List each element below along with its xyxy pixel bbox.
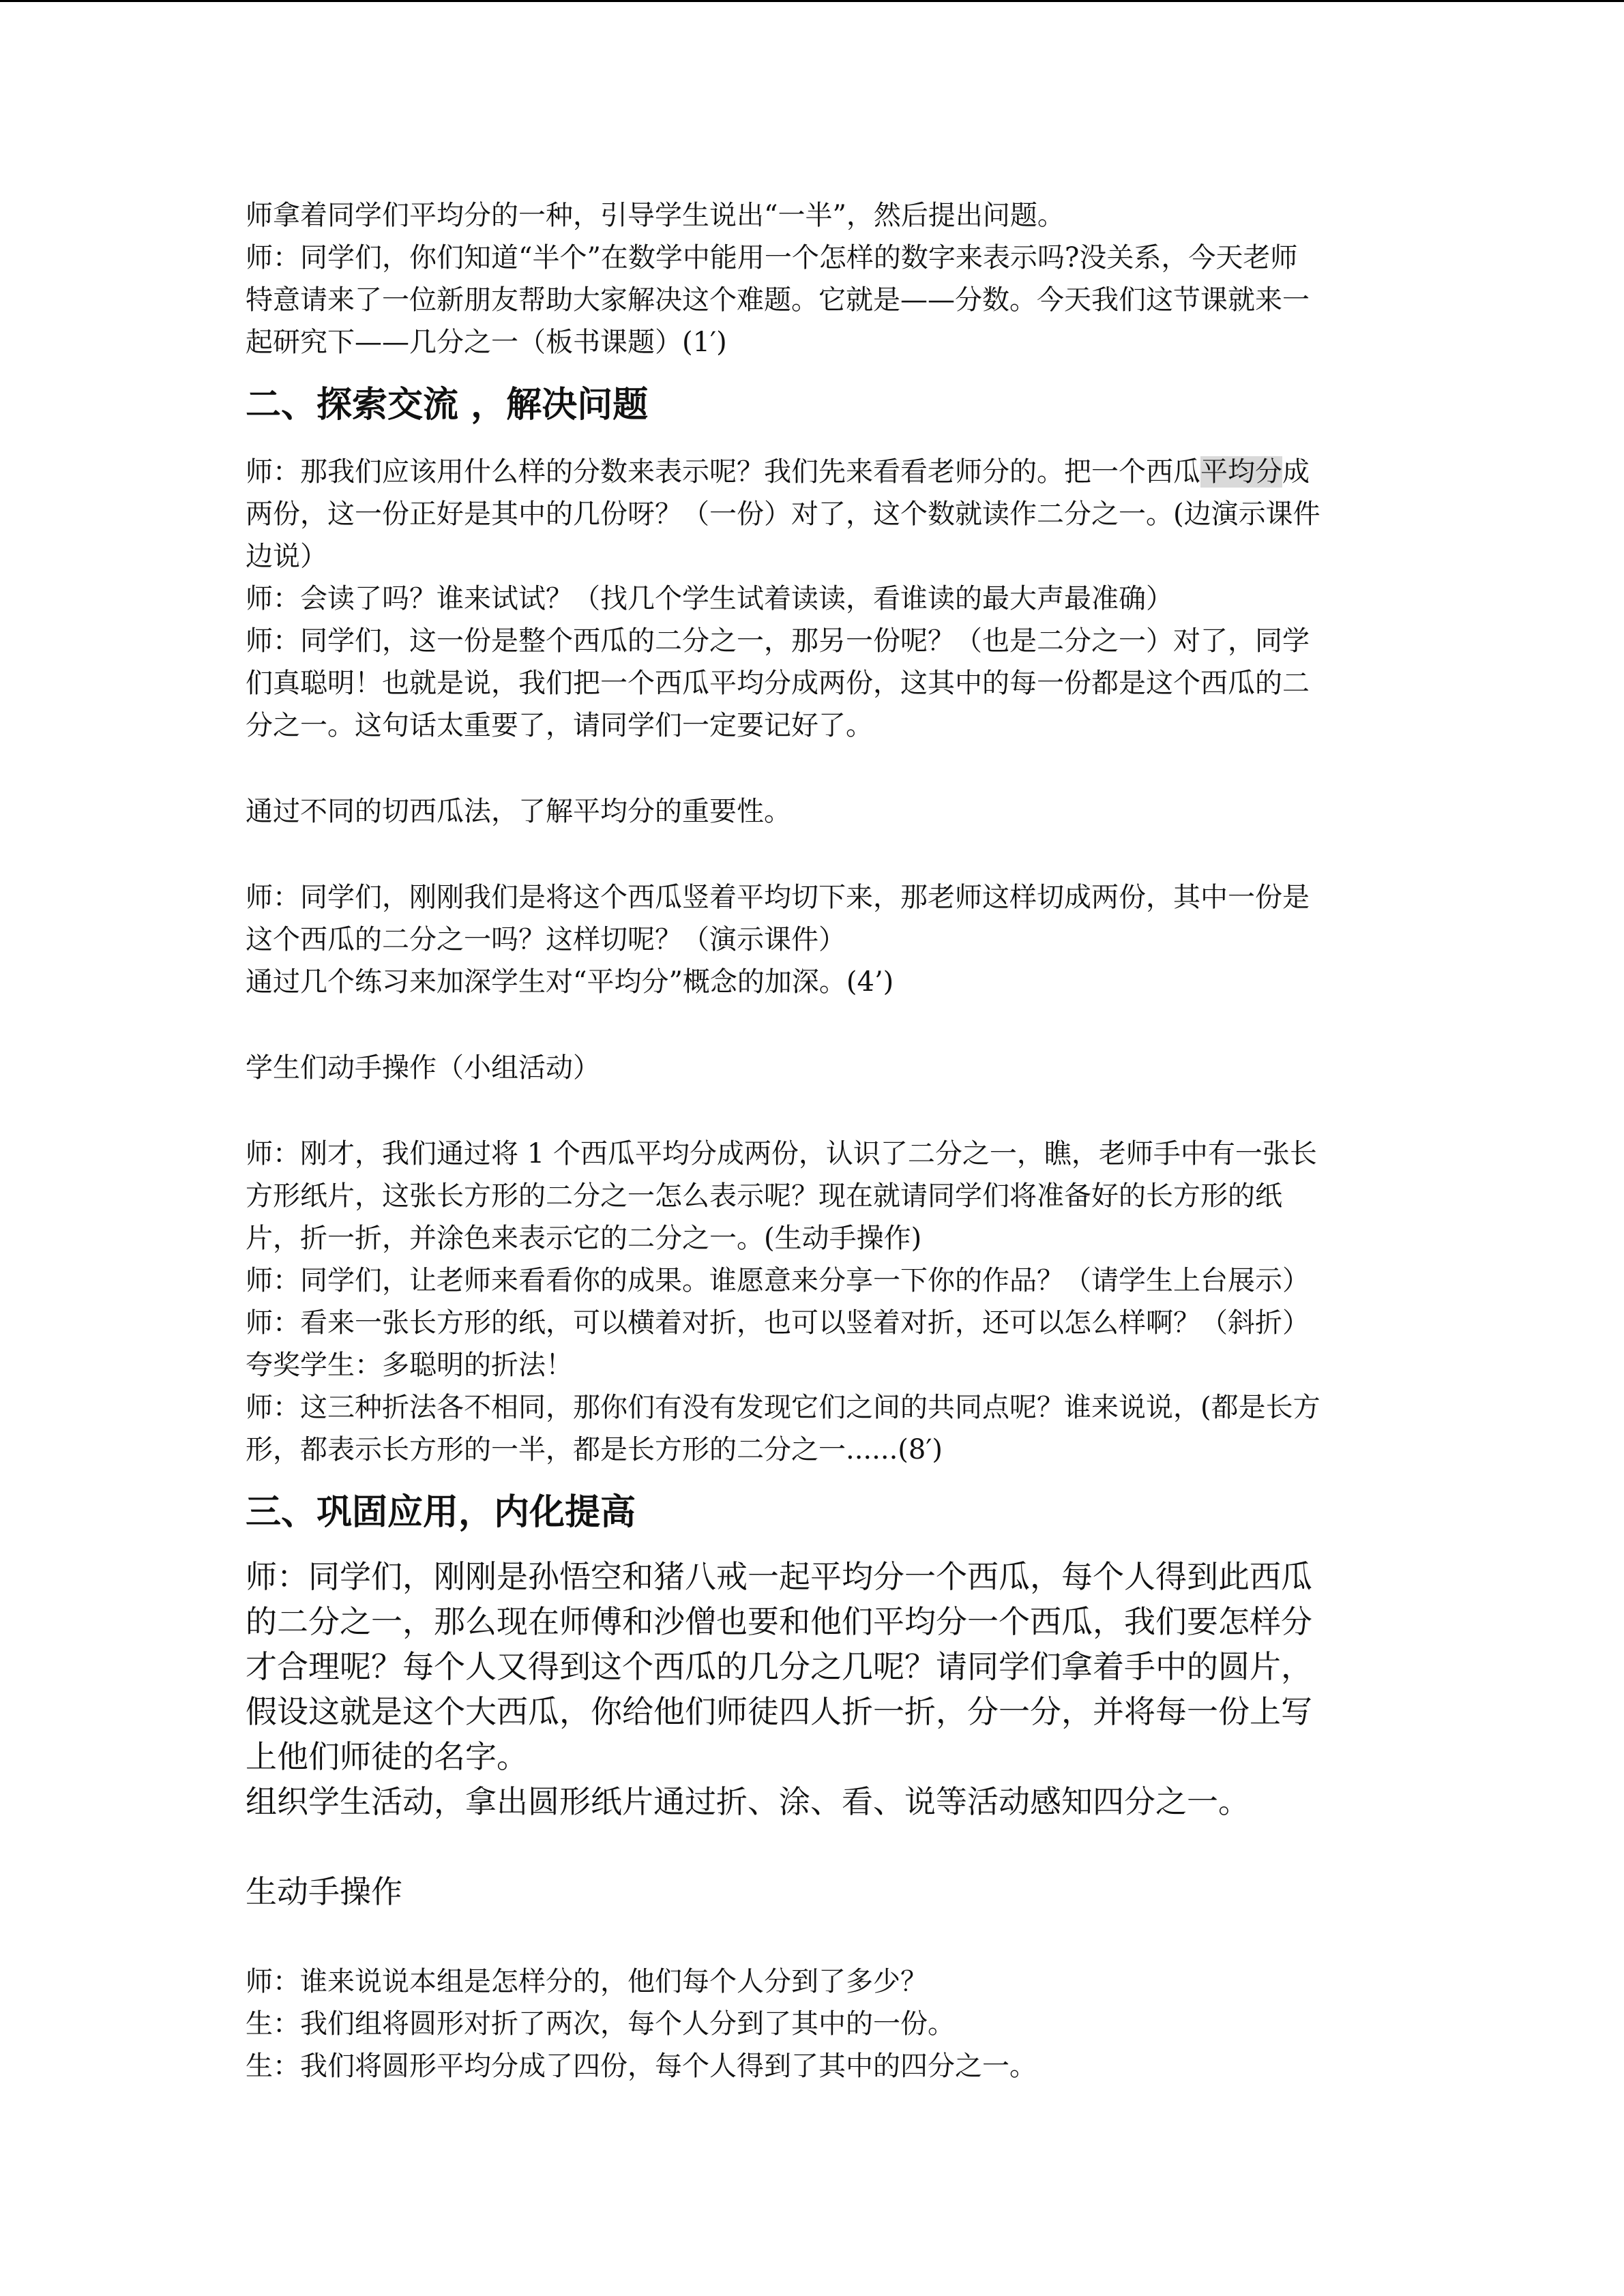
paragraph-line: 师：刚才，我们通过将 1 个西瓜平均分成两份，认识了二分之一，瞧，老师手中有一张长: [246, 1138, 1317, 1169]
paragraph-line: 师：看来一张长方形的纸，可以横着对折，也可以竖着对折，还可以怎么样啊？（斜折）: [246, 1307, 1310, 1339]
intro-line: 特意请来了一位新朋友帮助大家解决这个难题。它就是——分数。今天我们这节课就来一: [246, 284, 1310, 316]
highlighted-text: 平均分: [1200, 456, 1282, 488]
paragraph-line: 假设这就是这个大西瓜，你给他们师徒四人折一折，分一分，并将每一份上写: [246, 1693, 1312, 1730]
section2-paragraph-4: 通过不同的切西瓜法，了解平均分的重要性。: [246, 796, 791, 827]
paragraph-line: 师：同学们，刚刚我们是将这个西瓜竖着平均切下来，那老师这样切成两份，其中一份是: [246, 882, 1310, 913]
intro-paragraph: [246, 194, 1381, 363]
paragraph-line: 方形纸片，这张长方形的二分之一怎么表示呢？现在就请同学们将准备好的长方形的纸: [246, 1180, 1282, 1212]
section2-paragraph-5: [246, 876, 1381, 1003]
paragraph-line: 分之一。这句话太重要了，请同学们一定要记好了。: [246, 710, 873, 741]
paragraph-line: 上他们师徒的名字。: [246, 1738, 528, 1775]
section2-paragraph-6: 学生们动手操作（小组活动）: [246, 1052, 600, 1084]
paragraph-line: [246, 451, 1381, 493]
section3-paragraph-2: 生动手操作: [246, 1873, 402, 1910]
section2-paragraph-1: [246, 451, 1381, 578]
text-run: 成: [1282, 456, 1310, 488]
document-page: [246, 194, 1381, 2087]
paragraph-line: 形，都表示长方形的一半，都是长方形的二分之一......(8′): [246, 1434, 943, 1465]
paragraph-line: 生：我们组将圆形对折了两次，每个人分到了其中的一份。: [246, 2008, 955, 2040]
paragraph-line: 师：同学们，让老师来看看你的成果。谁愿意来分享一下你的作品？（请学生上台展示）: [246, 1265, 1310, 1296]
paragraph-line: 组织学生活动，拿出圆形纸片通过折、涂、看、说等活动感知四分之一。: [246, 1783, 1250, 1820]
intro-line: 起研究下——几分之一（板书课题）(1′): [246, 327, 727, 358]
paragraph-line: 边说）: [246, 541, 327, 572]
paragraph-line: 这个西瓜的二分之一吗？这样切呢？（演示课件）: [246, 924, 846, 955]
section2-paragraph-3: [246, 620, 1381, 747]
paragraph-line: 生：我们将圆形平均分成了四份，每个人得到了其中的四分之一。: [246, 2051, 1037, 2082]
section2-paragraph-7: [246, 1133, 1381, 1471]
paragraph-line: 才合理呢？每个人又得到这个西瓜的几分之几呢？请同学们拿着手中的圆片，: [246, 1648, 1312, 1685]
section3-paragraph-1: [246, 1554, 1381, 1824]
text-run: 师：那我们应该用什么样的分数来表示呢？我们先来看看老师分的。把一个西瓜: [246, 456, 1200, 488]
paragraph-line: 两份，这一份正好是其中的几份呀？（一份）对了，这个数就读作二分之一。(边演示课件: [246, 498, 1320, 530]
section2-heading: 二、探索交流 ，解决问题: [246, 385, 649, 426]
section3-heading: 三、巩固应用，内化提高: [246, 1492, 636, 1533]
paragraph-line: 师：同学们，这一份是整个西瓜的二分之一，那另一份呢？（也是二分之一）对了，同学: [246, 625, 1310, 657]
section2-paragraph-2: 师：会读了吗？谁来试试？（找几个学生试着读读，看谁读的最大声最准确）: [246, 583, 1173, 614]
paragraph-line: 们真聪明！也就是说，我们把一个西瓜平均分成两份，这其中的每一份都是这个西瓜的二: [246, 668, 1310, 699]
intro-line: 师：同学们，你们知道“半个”在数学中能用一个怎样的数字来表示吗?没关系，今天老师: [246, 242, 1298, 273]
intro-line: 师拿着同学们平均分的一种，引导学生说出“一半”，然后提出问题。: [246, 200, 1065, 231]
paragraph-line: 夸奖学生：多聪明的折法！: [246, 1350, 573, 1381]
paragraph-line: 师：谁来说说本组是怎样分的，他们每个人分到了多少？: [246, 1966, 928, 1997]
page-top-border: [0, 0, 1624, 2]
section3-paragraph-3: [246, 1960, 1381, 2087]
paragraph-line: 片，折一折，并涂色来表示它的二分之一。(生动手操作): [246, 1223, 922, 1254]
paragraph-line: 师：同学们，刚刚是孙悟空和猪八戒一起平均分一个西瓜，每个人得到此西瓜: [246, 1558, 1312, 1595]
paragraph-line: 的二分之一，那么现在师傅和沙僧也要和他们平均分一个西瓜，我们要怎样分: [246, 1603, 1312, 1640]
paragraph-line: 师：这三种折法各不相同，那你们有没有发现它们之间的共同点呢？谁来说说，(都是长方: [246, 1392, 1320, 1423]
paragraph-line: 通过几个练习来加深学生对“平均分”概念的加深。(4’): [246, 966, 894, 998]
